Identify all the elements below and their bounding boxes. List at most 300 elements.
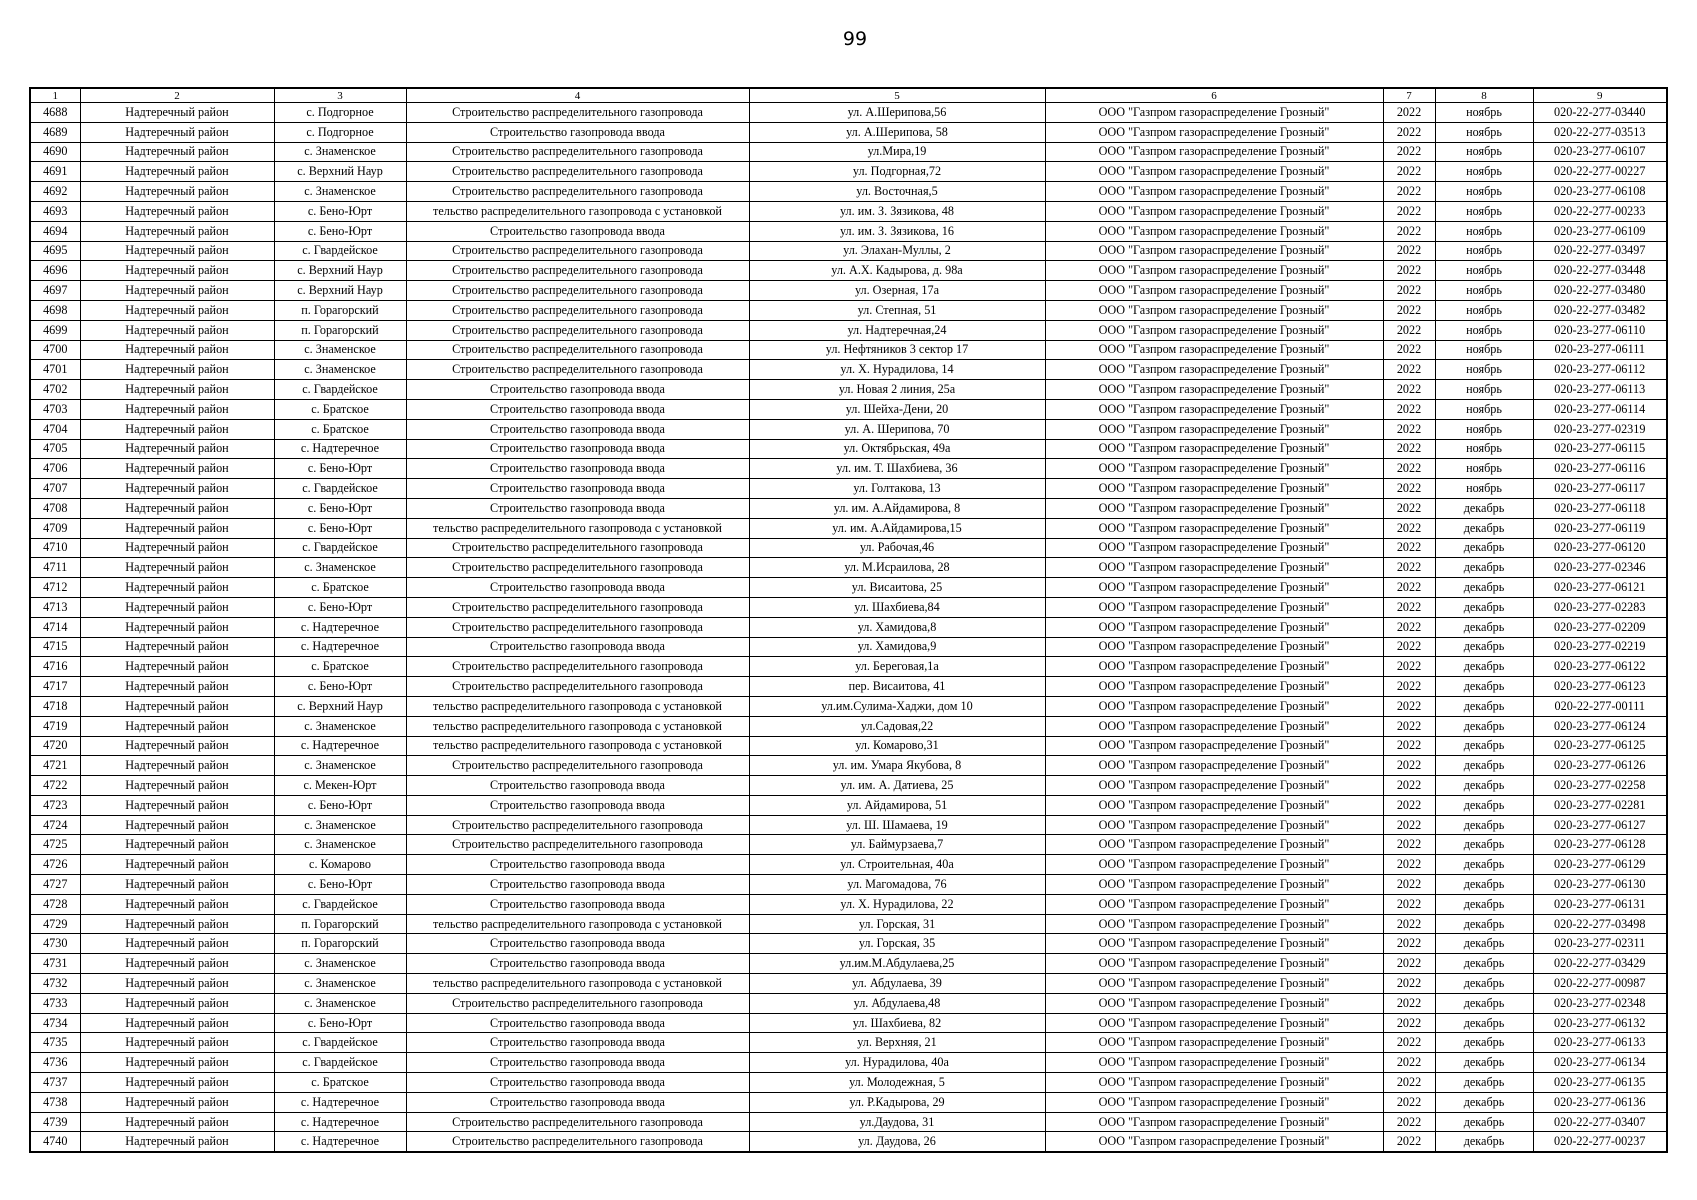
district-cell: Надтеречный район bbox=[80, 637, 274, 657]
year-cell: 2022 bbox=[1383, 677, 1435, 697]
address-cell: ул. А. Шерипова, 70 bbox=[749, 419, 1045, 439]
month-cell: декабрь bbox=[1435, 597, 1533, 617]
organization-cell: ООО "Газпром газораспределение Грозный" bbox=[1045, 320, 1383, 340]
month-cell: декабрь bbox=[1435, 558, 1533, 578]
row-number-cell: 4710 bbox=[30, 538, 80, 558]
organization-cell: ООО "Газпром газораспределение Грозный" bbox=[1045, 479, 1383, 499]
month-cell: ноябрь bbox=[1435, 360, 1533, 380]
month-cell: декабрь bbox=[1435, 1112, 1533, 1132]
row-number-cell: 4716 bbox=[30, 657, 80, 677]
year-cell: 2022 bbox=[1383, 221, 1435, 241]
address-cell: ул. Новая 2 линия, 25а bbox=[749, 380, 1045, 400]
address-cell: ул. Октябрьская, 49а bbox=[749, 439, 1045, 459]
code-cell: 020-23-277-06116 bbox=[1533, 459, 1667, 479]
district-cell: Надтеречный район bbox=[80, 261, 274, 281]
address-cell: ул.им.Сулима-Хаджи, дом 10 bbox=[749, 696, 1045, 716]
month-cell: ноябрь bbox=[1435, 103, 1533, 123]
month-cell: декабрь bbox=[1435, 657, 1533, 677]
address-cell: ул. Ш. Шамаева, 19 bbox=[749, 815, 1045, 835]
row-number-cell: 4718 bbox=[30, 696, 80, 716]
month-cell: ноябрь bbox=[1435, 300, 1533, 320]
organization-cell: ООО "Газпром газораспределение Грозный" bbox=[1045, 776, 1383, 796]
month-cell: декабрь bbox=[1435, 617, 1533, 637]
work-type-cell: Строительство распределительного газопровода bbox=[406, 182, 749, 202]
organization-cell: ООО "Газпром газораспределение Грозный" bbox=[1045, 439, 1383, 459]
address-cell: ул. им. Т. Шахбиева, 36 bbox=[749, 459, 1045, 479]
row-number-cell: 4736 bbox=[30, 1053, 80, 1073]
table-row bbox=[30, 142, 1667, 162]
address-cell: ул. Абдулаева,48 bbox=[749, 993, 1045, 1013]
table-row bbox=[30, 894, 1667, 914]
settlement-cell: с. Знаменское bbox=[274, 716, 406, 736]
work-type-cell: Строительство распределительного газопровода bbox=[406, 142, 749, 162]
organization-cell: ООО "Газпром газораспределение Грозный" bbox=[1045, 993, 1383, 1013]
code-cell: 020-22-277-00111 bbox=[1533, 696, 1667, 716]
organization-cell: ООО "Газпром газораспределение Грозный" bbox=[1045, 241, 1383, 261]
settlement-cell: с. Верхний Наур bbox=[274, 696, 406, 716]
month-cell: ноябрь bbox=[1435, 261, 1533, 281]
work-type-cell: Строительство газопровода ввода bbox=[406, 776, 749, 796]
month-cell: ноябрь bbox=[1435, 479, 1533, 499]
settlement-cell: с. Знаменское bbox=[274, 142, 406, 162]
table-row bbox=[30, 479, 1667, 499]
organization-cell: ООО "Газпром газораспределение Грозный" bbox=[1045, 261, 1383, 281]
row-number-cell: 4727 bbox=[30, 875, 80, 895]
code-cell: 020-23-277-06108 bbox=[1533, 182, 1667, 202]
row-number-cell: 4688 bbox=[30, 103, 80, 123]
district-cell: Надтеречный район bbox=[80, 1132, 274, 1152]
code-cell: 020-22-277-03498 bbox=[1533, 914, 1667, 934]
row-number-cell: 4731 bbox=[30, 954, 80, 974]
district-cell: Надтеречный район bbox=[80, 221, 274, 241]
year-cell: 2022 bbox=[1383, 617, 1435, 637]
district-cell: Надтеречный район bbox=[80, 578, 274, 598]
row-number-cell: 4693 bbox=[30, 201, 80, 221]
row-number-cell: 4691 bbox=[30, 162, 80, 182]
address-cell: ул. Озерная, 17а bbox=[749, 281, 1045, 301]
work-type-cell: Строительство распределительного газопровода bbox=[406, 597, 749, 617]
address-cell: ул. М.Исраилова, 28 bbox=[749, 558, 1045, 578]
address-cell: ул. Элахан-Муллы, 2 bbox=[749, 241, 1045, 261]
code-cell: 020-23-277-06134 bbox=[1533, 1053, 1667, 1073]
settlement-cell: с. Верхний Наур bbox=[274, 261, 406, 281]
row-number-cell: 4697 bbox=[30, 281, 80, 301]
address-cell: ул. А.Х. Кадырова, д. 98а bbox=[749, 261, 1045, 281]
code-cell: 020-23-277-02283 bbox=[1533, 597, 1667, 617]
code-cell: 020-23-277-06127 bbox=[1533, 815, 1667, 835]
district-cell: Надтеречный район bbox=[80, 954, 274, 974]
month-cell: декабрь bbox=[1435, 1132, 1533, 1152]
district-cell: Надтеречный район bbox=[80, 1073, 274, 1093]
year-cell: 2022 bbox=[1383, 1013, 1435, 1033]
settlement-cell: с. Знаменское bbox=[274, 340, 406, 360]
col-organization-header: 6 bbox=[1045, 88, 1383, 103]
month-cell: декабрь bbox=[1435, 974, 1533, 994]
district-cell: Надтеречный район bbox=[80, 320, 274, 340]
address-cell: ул. Нурадилова, 40а bbox=[749, 1053, 1045, 1073]
month-cell: ноябрь bbox=[1435, 340, 1533, 360]
row-number-cell: 4706 bbox=[30, 459, 80, 479]
month-cell: декабрь bbox=[1435, 875, 1533, 895]
organization-cell: ООО "Газпром газораспределение Грозный" bbox=[1045, 756, 1383, 776]
year-cell: 2022 bbox=[1383, 815, 1435, 835]
district-cell: Надтеречный район bbox=[80, 1013, 274, 1033]
address-cell: ул. Абдулаева, 39 bbox=[749, 974, 1045, 994]
organization-cell: ООО "Газпром газораспределение Грозный" bbox=[1045, 1073, 1383, 1093]
code-cell: 020-22-277-03480 bbox=[1533, 281, 1667, 301]
code-cell: 020-23-277-02346 bbox=[1533, 558, 1667, 578]
district-cell: Надтеречный район bbox=[80, 241, 274, 261]
year-cell: 2022 bbox=[1383, 281, 1435, 301]
work-type-cell: Строительство газопровода ввода bbox=[406, 894, 749, 914]
organization-cell: ООО "Газпром газораспределение Грозный" bbox=[1045, 459, 1383, 479]
work-type-cell: Строительство газопровода ввода bbox=[406, 498, 749, 518]
code-cell: 020-23-277-02209 bbox=[1533, 617, 1667, 637]
year-cell: 2022 bbox=[1383, 894, 1435, 914]
organization-cell: ООО "Газпром газораспределение Грозный" bbox=[1045, 677, 1383, 697]
address-cell: ул. Магомадова, 76 bbox=[749, 875, 1045, 895]
organization-cell: ООО "Газпром газораспределение Грозный" bbox=[1045, 122, 1383, 142]
row-number-cell: 4725 bbox=[30, 835, 80, 855]
address-cell: ул. им. Умара Якубова, 8 bbox=[749, 756, 1045, 776]
year-cell: 2022 bbox=[1383, 142, 1435, 162]
organization-cell: ООО "Газпром газораспределение Грозный" bbox=[1045, 657, 1383, 677]
year-cell: 2022 bbox=[1383, 974, 1435, 994]
month-cell: ноябрь bbox=[1435, 142, 1533, 162]
row-number-cell: 4734 bbox=[30, 1013, 80, 1033]
year-cell: 2022 bbox=[1383, 1132, 1435, 1152]
row-number-cell: 4694 bbox=[30, 221, 80, 241]
organization-cell: ООО "Газпром газораспределение Грозный" bbox=[1045, 696, 1383, 716]
address-cell: ул.им.М.Абдулаева,25 bbox=[749, 954, 1045, 974]
work-type-cell: тельство распределительного газопровода с установкой bbox=[406, 736, 749, 756]
district-cell: Надтеречный район bbox=[80, 380, 274, 400]
row-number-cell: 4733 bbox=[30, 993, 80, 1013]
year-cell: 2022 bbox=[1383, 1073, 1435, 1093]
row-number-cell: 4721 bbox=[30, 756, 80, 776]
table-row bbox=[30, 498, 1667, 518]
year-cell: 2022 bbox=[1383, 875, 1435, 895]
table-header bbox=[30, 88, 1667, 103]
settlement-cell: с. Надтеречное bbox=[274, 1092, 406, 1112]
month-cell: декабрь bbox=[1435, 1013, 1533, 1033]
month-cell: декабрь bbox=[1435, 914, 1533, 934]
work-type-cell: Строительство газопровода ввода bbox=[406, 380, 749, 400]
table-row bbox=[30, 696, 1667, 716]
district-cell: Надтеречный район bbox=[80, 162, 274, 182]
table-row bbox=[30, 993, 1667, 1013]
organization-cell: ООО "Газпром газораспределение Грозный" bbox=[1045, 617, 1383, 637]
table-row bbox=[30, 1033, 1667, 1053]
address-cell: пер. Висаитова, 41 bbox=[749, 677, 1045, 697]
organization-cell: ООО "Газпром газораспределение Грозный" bbox=[1045, 538, 1383, 558]
year-cell: 2022 bbox=[1383, 1053, 1435, 1073]
year-cell: 2022 bbox=[1383, 934, 1435, 954]
year-cell: 2022 bbox=[1383, 320, 1435, 340]
district-cell: Надтеречный район bbox=[80, 558, 274, 578]
year-cell: 2022 bbox=[1383, 835, 1435, 855]
address-cell: ул. им. А.Айдамирова, 8 bbox=[749, 498, 1045, 518]
organization-cell: ООО "Газпром газораспределение Грозный" bbox=[1045, 182, 1383, 202]
month-cell: декабрь bbox=[1435, 835, 1533, 855]
month-cell: декабрь bbox=[1435, 894, 1533, 914]
work-type-cell: Строительство газопровода ввода bbox=[406, 1053, 749, 1073]
month-cell: ноябрь bbox=[1435, 241, 1533, 261]
organization-cell: ООО "Газпром газораспределение Грозный" bbox=[1045, 875, 1383, 895]
table-row bbox=[30, 380, 1667, 400]
work-type-cell: Строительство газопровода ввода bbox=[406, 1013, 749, 1033]
year-cell: 2022 bbox=[1383, 716, 1435, 736]
month-cell: декабрь bbox=[1435, 756, 1533, 776]
organization-cell: ООО "Газпром газораспределение Грозный" bbox=[1045, 360, 1383, 380]
table-row bbox=[30, 597, 1667, 617]
table-row bbox=[30, 974, 1667, 994]
address-cell: ул.Мира,19 bbox=[749, 142, 1045, 162]
organization-cell: ООО "Газпром газораспределение Грозный" bbox=[1045, 597, 1383, 617]
settlement-cell: с. Надтеречное bbox=[274, 617, 406, 637]
organization-cell: ООО "Газпром газораспределение Грозный" bbox=[1045, 855, 1383, 875]
district-cell: Надтеречный район bbox=[80, 914, 274, 934]
work-type-cell: Строительство распределительного газопровода bbox=[406, 241, 749, 261]
code-cell: 020-23-277-06115 bbox=[1533, 439, 1667, 459]
district-cell: Надтеречный район bbox=[80, 538, 274, 558]
settlement-cell: с. Бено-Юрт bbox=[274, 221, 406, 241]
code-cell: 020-23-277-02348 bbox=[1533, 993, 1667, 1013]
col-district-header: 2 bbox=[80, 88, 274, 103]
month-cell: ноябрь bbox=[1435, 439, 1533, 459]
month-cell: декабрь bbox=[1435, 934, 1533, 954]
col-number-header: 1 bbox=[30, 88, 80, 103]
row-number-cell: 4724 bbox=[30, 815, 80, 835]
month-cell: декабрь bbox=[1435, 1033, 1533, 1053]
address-cell: ул. Шахбиева,84 bbox=[749, 597, 1045, 617]
code-cell: 020-23-277-06123 bbox=[1533, 677, 1667, 697]
address-cell: ул. Шахбиева, 82 bbox=[749, 1013, 1045, 1033]
work-type-cell: Строительство распределительного газопровода bbox=[406, 677, 749, 697]
month-cell: декабрь bbox=[1435, 518, 1533, 538]
table-body bbox=[30, 103, 1667, 1153]
work-type-cell: тельство распределительного газопровода с установкой bbox=[406, 716, 749, 736]
code-cell: 020-23-277-06113 bbox=[1533, 380, 1667, 400]
month-cell: декабрь bbox=[1435, 795, 1533, 815]
work-type-cell: Строительство газопровода ввода bbox=[406, 1033, 749, 1053]
organization-cell: ООО "Газпром газораспределение Грозный" bbox=[1045, 142, 1383, 162]
address-cell: ул. Айдамирова, 51 bbox=[749, 795, 1045, 815]
row-number-cell: 4739 bbox=[30, 1112, 80, 1132]
settlement-cell: с. Гвардейское bbox=[274, 479, 406, 499]
organization-cell: ООО "Газпром газораспределение Грозный" bbox=[1045, 835, 1383, 855]
code-cell: 020-22-277-00987 bbox=[1533, 974, 1667, 994]
organization-cell: ООО "Газпром газораспределение Грозный" bbox=[1045, 1053, 1383, 1073]
table-row bbox=[30, 776, 1667, 796]
district-cell: Надтеречный район bbox=[80, 1053, 274, 1073]
row-number-cell: 4707 bbox=[30, 479, 80, 499]
code-cell: 020-22-277-03482 bbox=[1533, 300, 1667, 320]
work-type-cell: Строительство газопровода ввода bbox=[406, 1073, 749, 1093]
settlement-cell: с. Бено-Юрт bbox=[274, 518, 406, 538]
settlement-cell: с. Братское bbox=[274, 657, 406, 677]
row-number-cell: 4703 bbox=[30, 399, 80, 419]
address-cell: ул. Рабочая,46 bbox=[749, 538, 1045, 558]
code-cell: 020-22-277-03429 bbox=[1533, 954, 1667, 974]
address-cell: ул. Восточная,5 bbox=[749, 182, 1045, 202]
address-cell: ул. Горская, 35 bbox=[749, 934, 1045, 954]
row-number-cell: 4729 bbox=[30, 914, 80, 934]
settlement-cell: с. Братское bbox=[274, 399, 406, 419]
month-cell: декабрь bbox=[1435, 954, 1533, 974]
work-type-cell: Строительство газопровода ввода bbox=[406, 1092, 749, 1112]
settlement-cell: с. Бено-Юрт bbox=[274, 459, 406, 479]
code-cell: 020-23-277-06131 bbox=[1533, 894, 1667, 914]
month-cell: ноябрь bbox=[1435, 201, 1533, 221]
code-cell: 020-23-277-06126 bbox=[1533, 756, 1667, 776]
district-cell: Надтеречный район bbox=[80, 696, 274, 716]
month-cell: декабрь bbox=[1435, 637, 1533, 657]
organization-cell: ООО "Газпром газораспределение Грозный" bbox=[1045, 578, 1383, 598]
work-type-cell: Строительство распределительного газопровода bbox=[406, 1132, 749, 1152]
settlement-cell: с. Знаменское bbox=[274, 756, 406, 776]
address-cell: ул. Строительная, 40а bbox=[749, 855, 1045, 875]
settlement-cell: с. Знаменское bbox=[274, 954, 406, 974]
year-cell: 2022 bbox=[1383, 399, 1435, 419]
code-cell: 020-23-277-02319 bbox=[1533, 419, 1667, 439]
year-cell: 2022 bbox=[1383, 1033, 1435, 1053]
district-cell: Надтеречный район bbox=[80, 439, 274, 459]
code-cell: 020-23-277-06114 bbox=[1533, 399, 1667, 419]
row-number-cell: 4704 bbox=[30, 419, 80, 439]
district-cell: Надтеречный район bbox=[80, 855, 274, 875]
row-number-cell: 4722 bbox=[30, 776, 80, 796]
district-cell: Надтеречный район bbox=[80, 934, 274, 954]
row-number-cell: 4699 bbox=[30, 320, 80, 340]
district-cell: Надтеречный район bbox=[80, 459, 274, 479]
work-type-cell: Строительство распределительного газопровода bbox=[406, 360, 749, 380]
work-type-cell: Строительство газопровода ввода bbox=[406, 637, 749, 657]
table-row bbox=[30, 182, 1667, 202]
organization-cell: ООО "Газпром газораспределение Грозный" bbox=[1045, 637, 1383, 657]
organization-cell: ООО "Газпром газораспределение Грозный" bbox=[1045, 419, 1383, 439]
row-number-cell: 4732 bbox=[30, 974, 80, 994]
table-row bbox=[30, 1013, 1667, 1033]
row-number-cell: 4705 bbox=[30, 439, 80, 459]
district-cell: Надтеречный район bbox=[80, 617, 274, 637]
row-number-cell: 4717 bbox=[30, 677, 80, 697]
code-cell: 020-22-277-03407 bbox=[1533, 1112, 1667, 1132]
work-type-cell: Строительство распределительного газопровода bbox=[406, 558, 749, 578]
district-cell: Надтеречный район bbox=[80, 716, 274, 736]
row-number-cell: 4723 bbox=[30, 795, 80, 815]
settlement-cell: с. Надтеречное bbox=[274, 1112, 406, 1132]
district-cell: Надтеречный район bbox=[80, 597, 274, 617]
table-row bbox=[30, 815, 1667, 835]
code-cell: 020-23-277-06111 bbox=[1533, 340, 1667, 360]
month-cell: ноябрь bbox=[1435, 419, 1533, 439]
address-cell: ул. им. А.Айдамирова,15 bbox=[749, 518, 1045, 538]
organization-cell: ООО "Газпром газораспределение Грозный" bbox=[1045, 795, 1383, 815]
year-cell: 2022 bbox=[1383, 538, 1435, 558]
col-code-header: 9 bbox=[1533, 88, 1667, 103]
code-cell: 020-23-277-06132 bbox=[1533, 1013, 1667, 1033]
month-cell: декабрь bbox=[1435, 1073, 1533, 1093]
code-cell: 020-23-277-02311 bbox=[1533, 934, 1667, 954]
district-cell: Надтеречный район bbox=[80, 974, 274, 994]
district-cell: Надтеречный район bbox=[80, 776, 274, 796]
year-cell: 2022 bbox=[1383, 756, 1435, 776]
work-type-cell: Строительство распределительного газопровода bbox=[406, 538, 749, 558]
table-row bbox=[30, 954, 1667, 974]
settlement-cell: с. Верхний Наур bbox=[274, 162, 406, 182]
code-cell: 020-23-277-06135 bbox=[1533, 1073, 1667, 1093]
district-cell: Надтеречный район bbox=[80, 300, 274, 320]
settlement-cell: с. Комарово bbox=[274, 855, 406, 875]
year-cell: 2022 bbox=[1383, 795, 1435, 815]
settlement-cell: с. Гвардейское bbox=[274, 241, 406, 261]
code-cell: 020-23-277-06133 bbox=[1533, 1033, 1667, 1053]
year-cell: 2022 bbox=[1383, 993, 1435, 1013]
table-row bbox=[30, 855, 1667, 875]
organization-cell: ООО "Газпром газораспределение Грозный" bbox=[1045, 1013, 1383, 1033]
work-type-cell: Строительство газопровода ввода bbox=[406, 578, 749, 598]
settlement-cell: с. Бено-Юрт bbox=[274, 1013, 406, 1033]
col-address-header: 5 bbox=[749, 88, 1045, 103]
work-type-cell: Строительство газопровода ввода bbox=[406, 934, 749, 954]
settlement-cell: с. Бено-Юрт bbox=[274, 677, 406, 697]
month-cell: ноябрь bbox=[1435, 320, 1533, 340]
row-number-cell: 4738 bbox=[30, 1092, 80, 1112]
address-cell: ул. Висаитова, 25 bbox=[749, 578, 1045, 598]
row-number-cell: 4713 bbox=[30, 597, 80, 617]
district-cell: Надтеречный район bbox=[80, 677, 274, 697]
code-cell: 020-23-277-06122 bbox=[1533, 657, 1667, 677]
work-type-cell: тельство распределительного газопровода с установкой bbox=[406, 696, 749, 716]
table-row bbox=[30, 1053, 1667, 1073]
settlement-cell: с. Гвардейское bbox=[274, 380, 406, 400]
work-type-cell: Строительство распределительного газопровода bbox=[406, 261, 749, 281]
row-number-cell: 4715 bbox=[30, 637, 80, 657]
organization-cell: ООО "Газпром газораспределение Грозный" bbox=[1045, 281, 1383, 301]
address-cell: ул. Даудова, 26 bbox=[749, 1132, 1045, 1152]
month-cell: ноябрь bbox=[1435, 162, 1533, 182]
district-cell: Надтеречный район bbox=[80, 1092, 274, 1112]
row-number-cell: 4701 bbox=[30, 360, 80, 380]
work-type-cell: Строительство распределительного газопровода bbox=[406, 103, 749, 123]
settlement-cell: с. Бено-Юрт bbox=[274, 875, 406, 895]
organization-cell: ООО "Газпром газораспределение Грозный" bbox=[1045, 558, 1383, 578]
header-row bbox=[30, 88, 1667, 103]
organization-cell: ООО "Газпром газораспределение Грозный" bbox=[1045, 954, 1383, 974]
organization-cell: ООО "Газпром газораспределение Грозный" bbox=[1045, 340, 1383, 360]
table-row bbox=[30, 518, 1667, 538]
row-number-cell: 4720 bbox=[30, 736, 80, 756]
year-cell: 2022 bbox=[1383, 696, 1435, 716]
month-cell: декабрь bbox=[1435, 1053, 1533, 1073]
table-row bbox=[30, 795, 1667, 815]
settlement-cell: с. Знаменское bbox=[274, 558, 406, 578]
month-cell: декабрь bbox=[1435, 776, 1533, 796]
settlement-cell: с. Бено-Юрт bbox=[274, 498, 406, 518]
organization-cell: ООО "Газпром газораспределение Грозный" bbox=[1045, 1033, 1383, 1053]
year-cell: 2022 bbox=[1383, 954, 1435, 974]
code-cell: 020-22-277-03448 bbox=[1533, 261, 1667, 281]
work-type-cell: Строительство распределительного газопровода bbox=[406, 281, 749, 301]
table-row bbox=[30, 122, 1667, 142]
district-cell: Надтеречный район bbox=[80, 756, 274, 776]
address-cell: ул. Х. Нурадилова, 14 bbox=[749, 360, 1045, 380]
row-number-cell: 4711 bbox=[30, 558, 80, 578]
work-type-cell: Строительство газопровода ввода bbox=[406, 795, 749, 815]
year-cell: 2022 bbox=[1383, 637, 1435, 657]
code-cell: 020-23-277-06136 bbox=[1533, 1092, 1667, 1112]
